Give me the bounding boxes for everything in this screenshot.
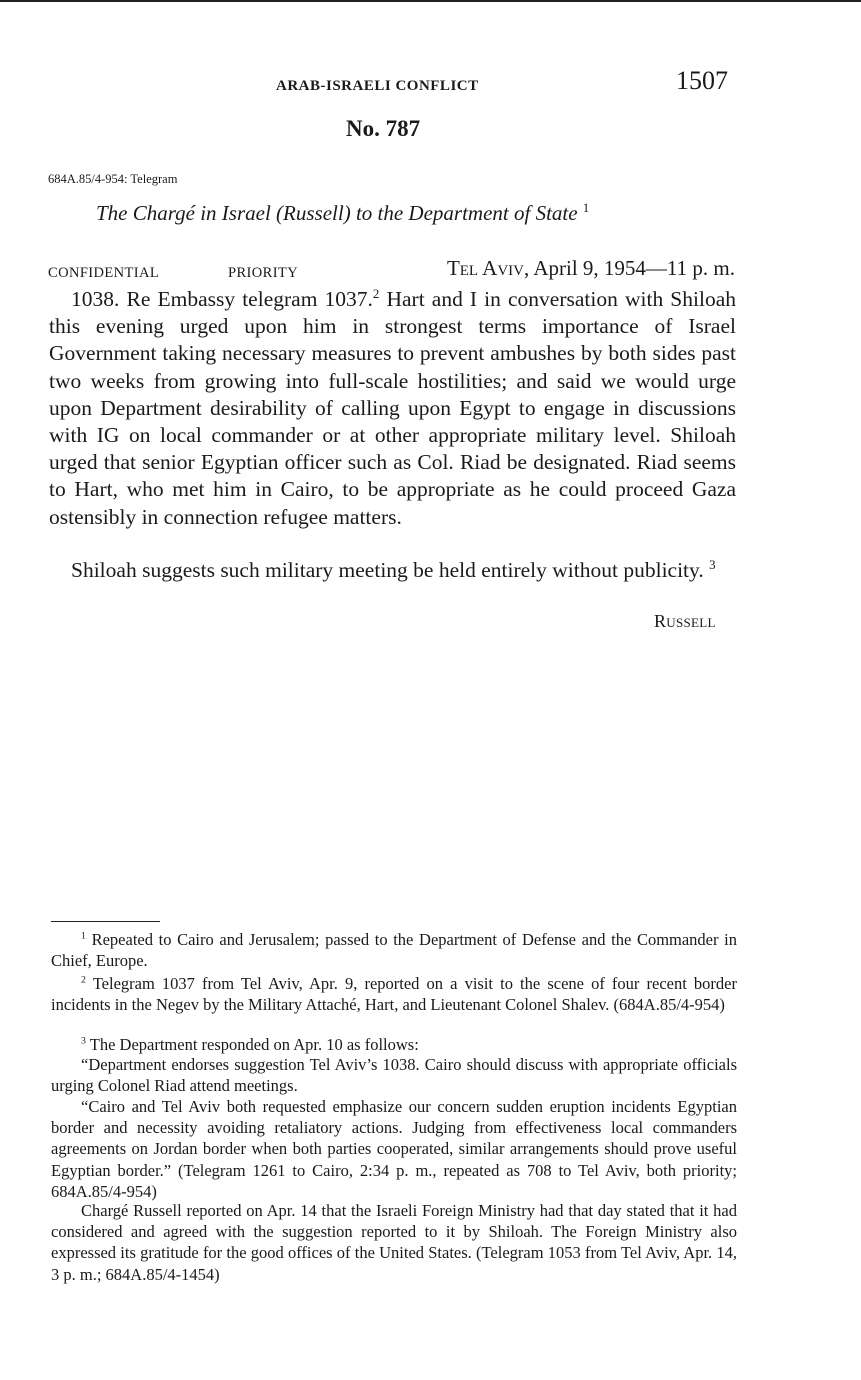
footnote-3-quote-1: “Department endorses suggestion Tel Aviv’s 1038. Cairo should discuss with appropriate officials urging Colonel Riad attend meetings. [51, 1055, 737, 1096]
date: , April 9, 1954—11 p. m. [524, 256, 735, 280]
footnote-3 [51, 1034, 737, 1055]
telegram-paragraph-2 [49, 557, 736, 584]
file-reference: 684A.85/4-954: Telegram [48, 172, 178, 186]
footnote-1-text: Repeated to Cairo and Jerusalem; passed to the Department of Defense and the Commander in Chief, Europe. [51, 930, 737, 971]
footnote-ref-2[interactable]: 2 [372, 286, 380, 301]
place-date [447, 256, 735, 281]
footnote-2-mark: 2 [81, 974, 86, 986]
document-title-text: The Chargé in Israel (Russell) to the Department of State [96, 201, 578, 225]
telegram-paragraph-1 [49, 286, 736, 531]
dateline [48, 256, 735, 284]
p1-text: Hart and I in conversation with Shiloah this evening urged upon him in strongest terms importance of Israel Government taking necessary measures to prevent ambushes by both sides past two weeks from growing into full-scale hostilities; and said we would urge upon Department desirability of calling upon Egypt to engage in discussions with IG on local commander or at other appropriate military level. Shiloah urged that senior Egyptian officer such as Col. Riad be designated. Riad seems to Hart, who met him in Cairo, to be appropriate as he could proceed Gaza ostensibly in connection refugee matters. [49, 287, 736, 529]
footnote-3-quote-2: “Cairo and Tel Aviv both requested emphasize our concern sudden eruption incidents Egyptian border and necessity avoiding retaliatory actions. Judging from effectiveness local commanders agreements on Jordan border when both parties cooperated, similar arrangements should prove useful Egyptian border.” (Telegram 1261 to Cairo, 2:34 p. m., repeated as 708 to Tel Aviv, both priority; 684A.85/4-954) [51, 1097, 737, 1201]
precedence: PRIORITY [228, 265, 299, 281]
footnote-3-text: The Department responded on Apr. 10 as follows: [85, 1035, 419, 1054]
document-title [96, 201, 589, 226]
footnote-2 [51, 973, 737, 1015]
footnote-ref-3[interactable]: 3 [709, 557, 716, 572]
p1-lead: 1038. Re Embassy telegram 1037. [71, 287, 373, 311]
signature: Russell [654, 611, 716, 631]
footnote-2-text: Telegram 1037 from Tel Aviv, Apr. 9, reported on a visit to the scene of four recent border incidents in the Negev by the Military Attaché, Hart, and Lieutenant Colonel Shalev. (684A.85/4-954) [51, 974, 737, 1015]
footnote-ref-1[interactable]: 1 [582, 201, 590, 215]
top-border [0, 0, 861, 2]
classification: CONFIDENTIAL [48, 265, 160, 281]
footnote-1-mark: 1 [81, 930, 86, 942]
footnote-3-paragraph-2: Chargé Russell reported on Apr. 14 that the Israeli Foreign Ministry had that day stated that it had considered and agreed with the suggestion reported to it by Shiloah. The Foreign Ministry also expressed its gratitude for the good offices of the United States. (Telegram 1053 from Tel Aviv, Apr. 14, 3 p. m.; 684A.85/4-1454) [51, 1201, 737, 1284]
footnote-3-mark: 3 [81, 1035, 86, 1047]
place: Tel Aviv [446, 256, 525, 280]
footnote-divider [51, 921, 160, 922]
p2-text: Shiloah suggests such military meeting be held entirely without publicity. [71, 558, 704, 582]
footnote-1 [51, 929, 737, 971]
page-number: 1507 [676, 66, 728, 95]
document-number: No. 787 [346, 116, 421, 141]
running-head: ARAB-ISRAELI CONFLICT [276, 78, 479, 94]
